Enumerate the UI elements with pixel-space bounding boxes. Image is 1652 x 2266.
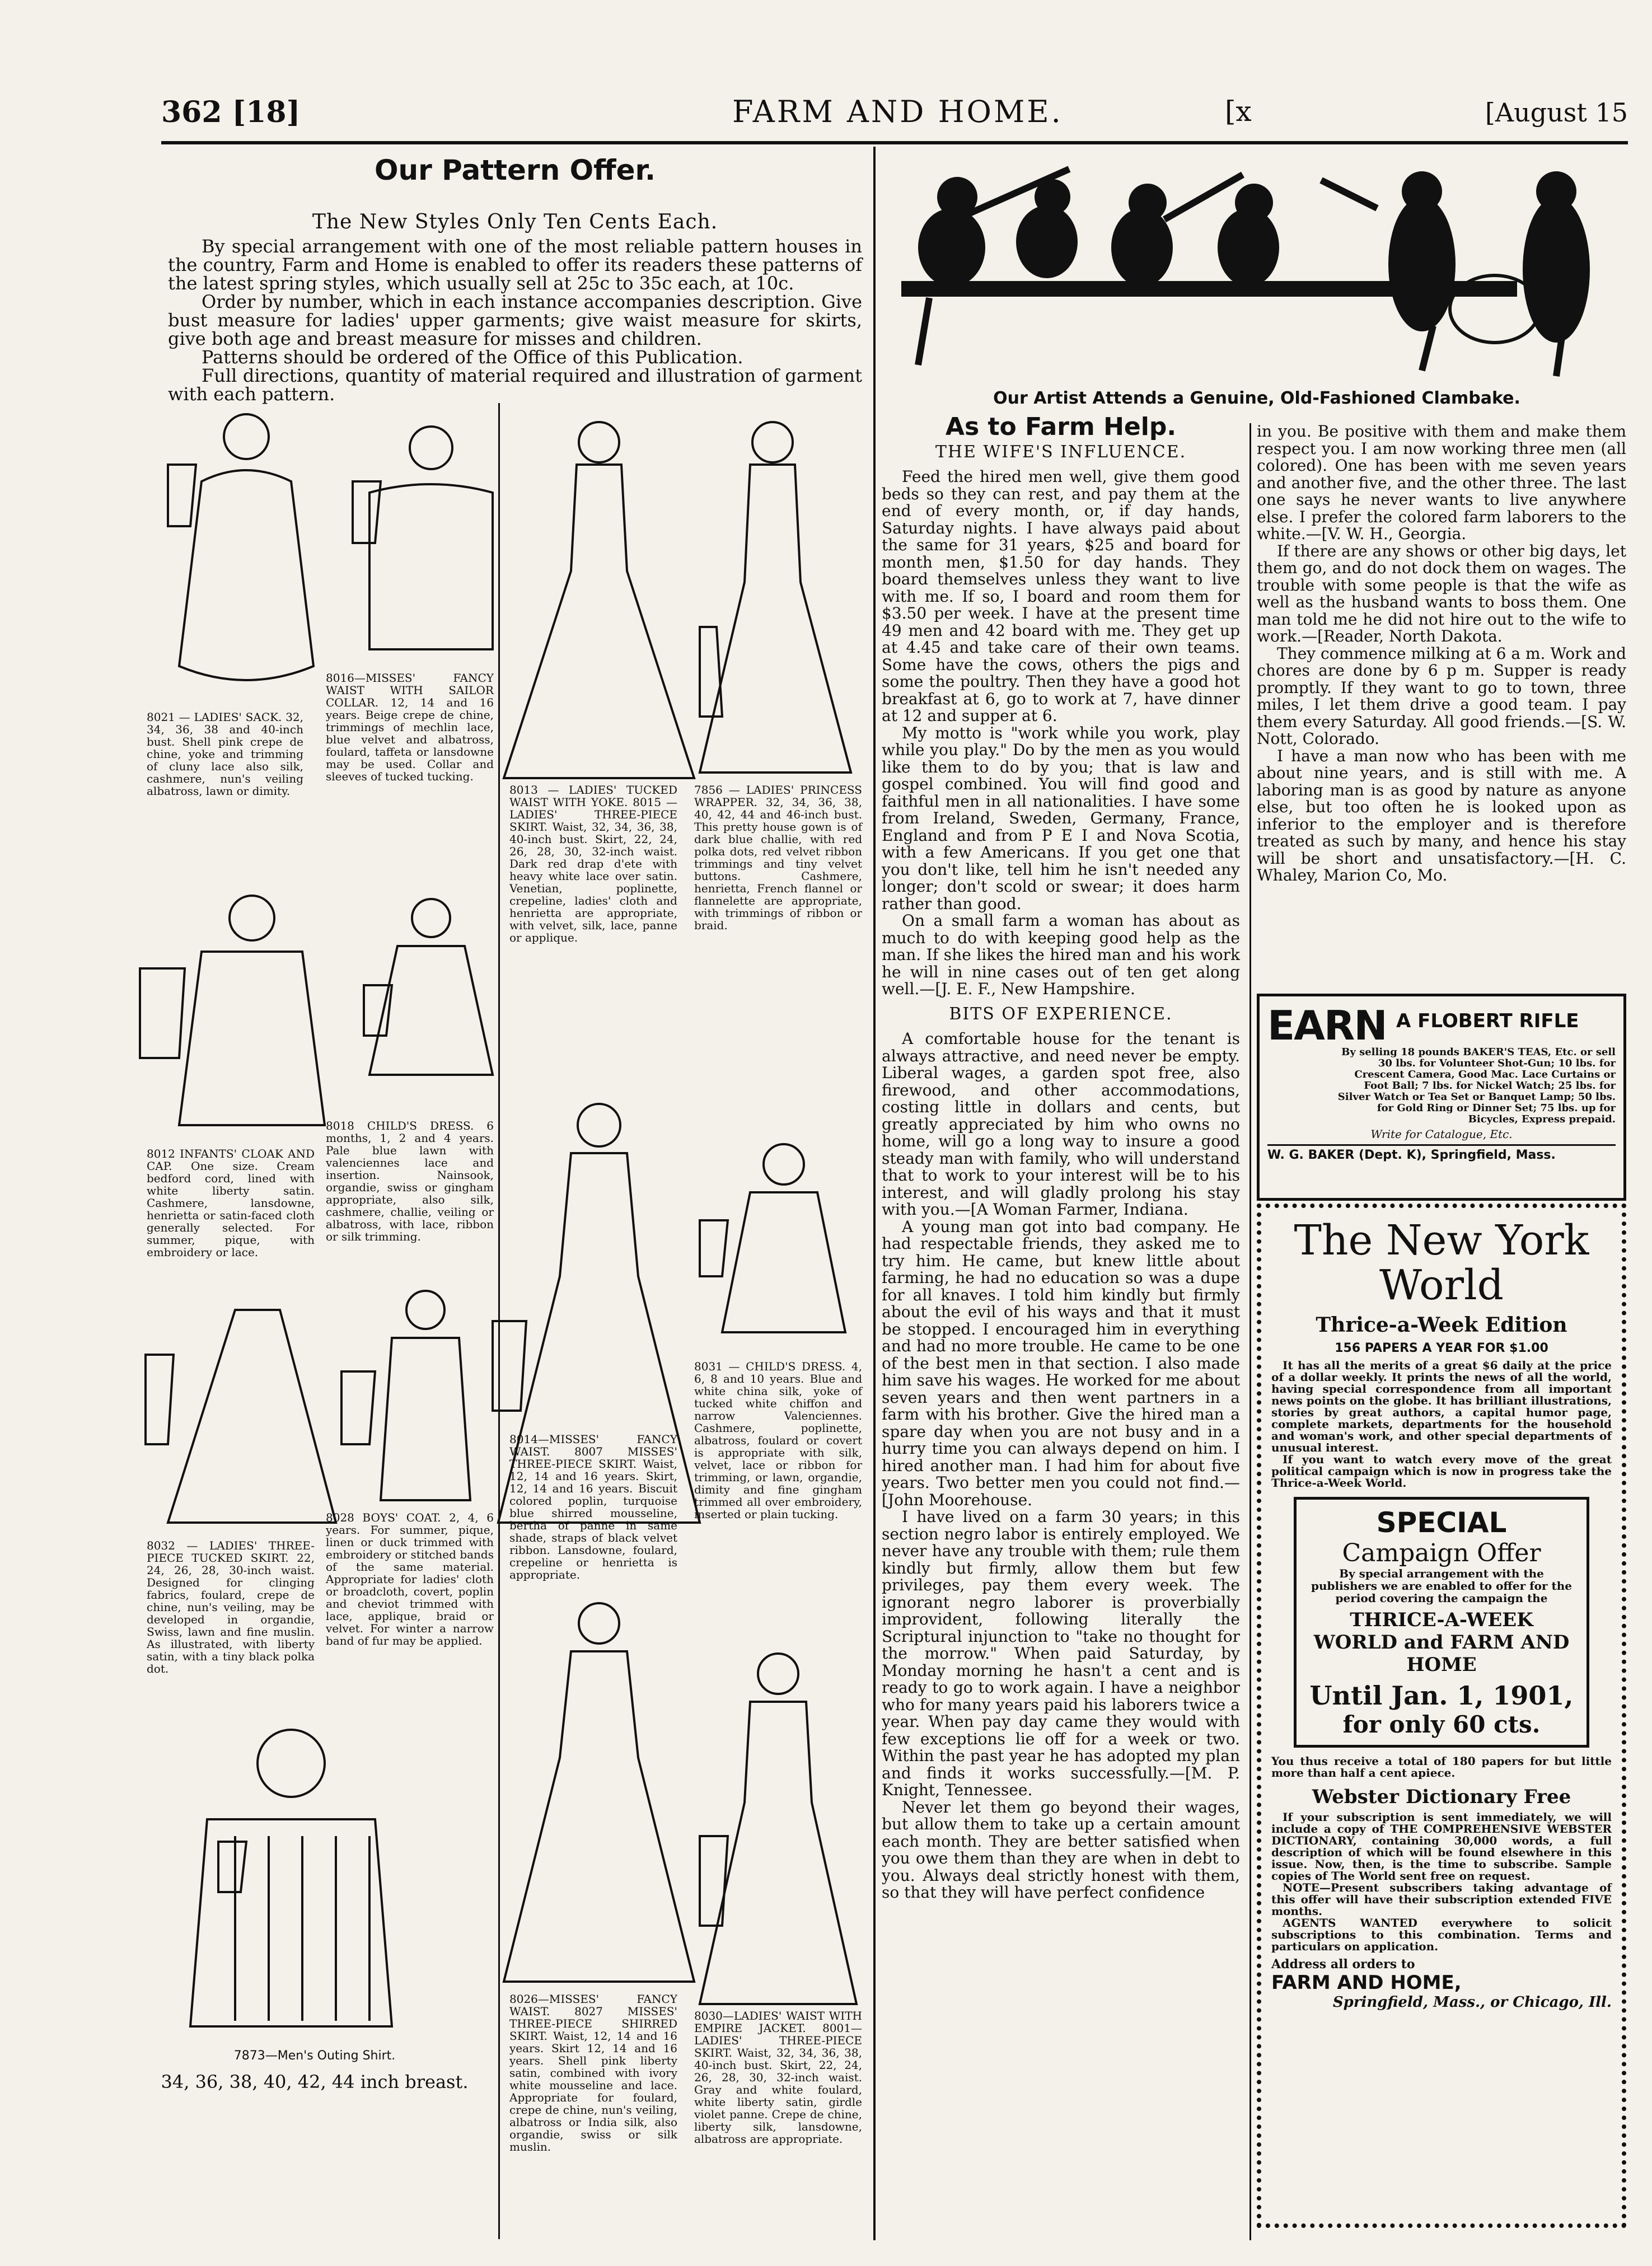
farm-help-title: As to Farm Help. xyxy=(945,413,1177,441)
pattern-offer-body xyxy=(168,237,862,404)
bits-of-experience-heading: BITS OF EXPERIENCE. xyxy=(949,1004,1173,1024)
pattern-offer-title: Our Pattern Offer. xyxy=(374,154,656,186)
nyw-name-line2: World xyxy=(1379,1261,1504,1309)
intro-text: By special arrangement with one of the most reliable pattern houses in the country, Farm and Home is enabled to offer its readers these patterns of the latest spring styles, which usually sell at 25c to 35c each, at 10c. xyxy=(168,236,862,294)
thrice-a-week-label: THRICE-A-WEEK WORLD and FARM AND HOME xyxy=(1313,1609,1570,1676)
flobert-ad-text: By selling 18 pounds BAKER'S TEAS, Etc. or sell 30 lbs. for Volunteer Shot-Gun; 10 lbs. for Crescent Camera, Good Mac. Lace Curtains or Foot Ball; 7 lbs. for Nickel Watch; 25 lbs. for Silver Watch or Tea Set or Banquet Lamp; 50 lbs. for Gold Ring or Dinner Set; 75 lbs. up for Bicycles, Express prepaid. xyxy=(1337,1046,1616,1125)
col4-p4: I have a man now who has been with me about nine years, and is still with me. A laboring man is as good by nature as anyone else, but too often he is looked upon as inferior to the employer and is therefore treated as such by many, and hence his stay will be short and unsatisfactory.—[H. C. Whaley, Marion Co, Mo. xyxy=(1257,746,1626,884)
caption-7873: 7873—Men's Outing Shirt. xyxy=(233,2049,396,2063)
col4-p2: If there are any shows or other big days, let them go, and do not dock them on wages. The trouble with some people is that the wife as well as the husband wants to boss them. One man told me he did not hire out to the wife to work.—[Reader, North Dakota. xyxy=(1257,541,1626,645)
catalog-text: Write for Catalogue, Etc. xyxy=(1370,1127,1513,1141)
baker-address: W. G. BAKER (Dept. K), Springfield, Mass. xyxy=(1267,1144,1616,1162)
webster-text: If your subscription is sent immediately, we will include a copy of THE COMPREHENSIVE WEBSTER DICTIONARY, containing 30,000 words, a full description of which will be found elsewhere in this issue. Now, then, is the time to subscribe. Sample copies of The World sent free on request. xyxy=(1271,1810,1612,1883)
caption-8021: 8021 — LADIES' SACK. 32, 34, 36, 38 and 40-inch bust. Shell pink crepe de chine, yoke and trimming of cluny lace also silk, cashmere, nun's veiling albatross, lawn or dimity. xyxy=(147,710,303,798)
princess-wrapper-figure xyxy=(700,422,851,773)
note-text: NOTE—Present subscribers taking advantage of this offer will have their subscription extended FIVE months. xyxy=(1271,1881,1612,1918)
farm-help-p5: A young man got into bad company. He had respectable friends, they asked me to try him. He came, but knew little about farming, he had no education so was a dupe for all knaves. I told him kindly but firmly about the evil of his ways and that it must be stopped. I encouraged him in everything and had no more trouble. He came to be one of the best men in that section. I also made him save his wages. He worked for me about seven years and then went partners in a farm with his brother. Give the hired man a spare day when you are not busy and in a hurry time you can always depend on him. I hired another man. I had him for about five years. Two better men you could not find.—[John Moorehouse. xyxy=(882,1217,1240,1509)
header-rule xyxy=(161,141,1628,144)
caption-8032: 8032 — LADIES' THREE-PIECE TUCKED SKIRT. 22, 24, 26, 28, 30-inch waist. Designed for clinging fabrics, foulard, crepe de chine, nun's veiling, may be developed in organdie, Swiss, lawn and fine muslin. As illustrated, with liberty satin, with a tiny black polka dot. xyxy=(147,1539,315,1675)
col4-p1: in you. Be positive with them and make them respect you. I am now working three men (all colored). One has been with me seven years and another five, and the other three. The last one says he never wants to live anywhere else. I prefer the colored farm laborers to the white.—[V. W. H., Georgia. xyxy=(1257,422,1626,543)
farm-help-p1: Feed the hired men well, give them good beds so they can rest, and pay them at the end of every month, or, if day hands, Saturday nights. I have always paid about the same for 31 years, $25 and board for month men, $1.50 for day hands. They board themselves unless they want to live with me. If so, I board and room them for $3.50 per week. I have at the present time 49 men and 42 board with me. They get up at 4.45 and take care of their own teams. Some have the cows, others the pigs and some the poultry. Then they have a good hot breakfast at 6, go to work at 7, have dinner at 12 and supper at 6. xyxy=(882,467,1240,725)
header-mark: [x xyxy=(1225,95,1252,128)
ladies-tucked-waist-figure xyxy=(504,422,694,778)
farm-help-p2: My motto is "work while you work, play while you play." Do by the men as you would like them to do by you; that is law and gospel combined. You will find good and faithful men in all nationalities. I have some from Ireland, Sweden, Germany, France, England and from P E I and Nova Scotia, with a few Americans. If you get one that you don't like, tell him he isn't needed any longer; don't scold or swear; it does harm rather than good. xyxy=(882,723,1240,913)
order-text: Order by number, which in each instance accompanies description. Give bust measure for ladies' upper garments; give waist measure for skirts, give both age and breast measure for misses and children. xyxy=(168,291,862,349)
caption-7873-sizes: 34, 36, 38, 40, 42, 44 inch breast. xyxy=(161,2071,469,2092)
office-text: Patterns should be ordered of the Office of this Publication. xyxy=(202,347,743,368)
nyw-description: It has all the merits of a great $6 daily at the price of a dollar weekly. It prints the news of all the world, having special correspondence from all important news points on the globe. It has brilliant illustrations, stories by great authors, a capital humor page, complete markets, departments for the household and woman's work, and other special departments of unusual interest. xyxy=(1271,1359,1612,1454)
flobert-rifle-ad xyxy=(1257,994,1626,1201)
webster-heading: Webster Dictionary Free xyxy=(1312,1786,1571,1808)
directions-text: Full directions, quantity of material required and illustration of garment with each pattern. xyxy=(168,365,862,405)
rifle-label: A FLOBERT RIFLE xyxy=(1396,1010,1579,1032)
farm-help-column xyxy=(882,413,1240,1902)
special-label: SPECIAL xyxy=(1376,1506,1507,1539)
page-header xyxy=(161,90,1628,140)
caption-8026: 8026—MISSES' FANCY WAIST. 8027 MISSES' THREE-PIECE SHIRRED SKIRT. Waist, 12, 14 and 16 years. Skirt 12, 14 and 16 years. Shell pink liberty satin, combined with ivory white mousseline and lace. Appropriate for foulard, crepe de chine, nun's veiling, albatross or India silk, also organdie, swiss or silk muslin. xyxy=(509,1992,677,2153)
caption-8013: 8013 — LADIES' TUCKED WAIST WITH YOKE. 8015 — LADIES' THREE-PIECE SKIRT. Waist, 32, 34, 36, 38, 40-inch bust. Skirt, 22, 24, 26, 28, 30, 32-inch waist. Dark red drap d'ete with heavy white lace over satin. Venetian, poplinette, crepeline, ladies' cloth and henrietta are appropriate, with velvet, silk, lace, panne or applique. xyxy=(509,783,677,944)
pattern-illustrations xyxy=(134,403,868,2239)
offer-text: By special arrangement with the publishers we are enabled to offer for the period covering the campaign the xyxy=(1311,1567,1573,1605)
infants-cloak-figure xyxy=(140,896,325,1125)
boys-coat-figure xyxy=(341,1291,470,1500)
caption-8030: 8030—LADIES' WAIST WITH EMPIRE JACKET. 8001—LADIES' THREE-PIECE SKIRT. Waist, 32, 34, 36, 38, 40-inch bust. Skirt, 22, 24, 26, 28, 30, 32-inch waist. Gray and white foulard, white liberty satin, girdle violet panne. Crepe de chine, liberty silk, lansdowne, albatross are appropriate. xyxy=(694,2009,862,2146)
caption-7856: 7856 — LADIES' PRINCESS WRAPPER. 32, 34, 36, 38, 40, 42, 44 and 46-inch bust. This pretty house gown is of dark blue challie, with red polka dots, red velvet ribbon trimmings and tiny velvet buttons. Cashmere, henrietta, French flannel or flannelette are appropriate, with trimmings of ribbon or braid. xyxy=(694,783,862,932)
misses-shirred-skirt-figure xyxy=(504,1603,694,1982)
nyw-name-line1: The New York xyxy=(1294,1216,1589,1265)
farm-help-p4: A comfortable house for the tenant is always attractive, and need never be empty. Liberal wages, a garden spot free, also firewood, and other accommodations, costing little in dollars and cents, but greatly appreciated by him who owns no home, will go a long way to insure a good steady man with family, who will understand that to work to your interest will be to his interest, and will gladly prolong his stay with you.—[A Woman Farmer, Indiana. xyxy=(882,1029,1240,1219)
earn-label: EARN xyxy=(1267,1002,1387,1049)
misses-waist-figure xyxy=(353,427,493,649)
nyw-edition: Thrice-a-Week Edition xyxy=(1316,1313,1567,1337)
farm-help-p6: I have lived on a farm 30 years; in this section negro labor is entirely employed. We never have any trouble with them; rule them kindly but firmly, allow them but few privileges, pay them every week. The ignorant negro laborer is proverbially improvident, following literally the Scriptural injunction to "take no thought for the morrow." When paid Saturday, by Monday morning he hasn't a cent and is ready to go to work again. I have a neighbor who for many years paid his laborers twice a year. When pay day came they would with few exceptions lie off for a week or two. Within the past year he has adopted my plan and finds it works successfully.—[M. P. Knight, Tennessee. xyxy=(882,1507,1240,1799)
campaign-offer-box xyxy=(1294,1497,1589,1748)
city-label: Springfield, Mass., or Chicago, Ill. xyxy=(1332,1994,1612,2011)
new-york-world-ad xyxy=(1257,1204,1626,2228)
campaign-offer-label: Campaign Offer xyxy=(1342,1539,1541,1567)
caption-8018: 8018 CHILD'S DRESS. 6 months, 1, 2 and 4 years. Pale blue lawn with valenciennes lace and insertion. Nainsook, organdie, swiss or gingham appropriate, also silk, cashmere, challie, veiling or albatross, with lace, ribbon or silk trimming. xyxy=(326,1119,494,1243)
farm-help-p3: On a small farm a woman has about as much to do with keeping good help as the man. If she likes the hired man and his work he will in nine cases out of ten get along well.—[J. E. F., New Hampshire. xyxy=(882,911,1240,998)
col4-p3: They commence milking at 6 a m. Work and chores are done by 6 p m. Supper is ready promptly. If they want to go to town, three miles, I let them drive a good team. I pay them every Saturday. All good friends.—[S. W. Nott, Colorado. xyxy=(1257,644,1626,748)
until-date: Until Jan. 1, 1901, xyxy=(1309,1680,1574,1711)
caption-8016: 8016—MISSES' FANCY WAIST WITH SAILOR COLLAR. 12, 14 and 16 years. Beige crepe de chine, trimmings of mechlin lace, blue velvet and albatross, foulard, taffeta or lansdowne may be used. Collar and sleeves of tucked tucking. xyxy=(326,671,494,783)
address-label: Address all orders to xyxy=(1271,1957,1415,1972)
receive-text: You thus receive a total of 180 papers for but little more than half a cent apiece. xyxy=(1271,1754,1612,1780)
tucked-skirt-figure xyxy=(146,1310,336,1523)
girls-dress-figure xyxy=(700,1144,845,1332)
caption-8012: 8012 INFANTS' CLOAK AND CAP. One size. Cream bedford cord, lined with white liberty satin. Cashmere, lansdowne, henrietta or satin-faced cloth generally selected. For summer, pique, with embroidery or lace. xyxy=(147,1147,315,1259)
offer-price: for only 60 cts. xyxy=(1342,1711,1541,1738)
issue-date: [August 15 xyxy=(1485,97,1628,128)
farm-help-column-continued xyxy=(1257,423,1626,884)
caption-8014: 8014—MISSES' FANCY WAIST. 8007 MISSES' THREE-PIECE SKIRT. Waist, 12, 14 and 16 years. Skirt, 12, 14 and 16 years. Biscuit colored poplin, turquoise blue shirred mousseline, bertha of panne in same shade, straps of black velvet ribbon. Lansdowne, foulard, crepeline or henrietta is appropriate. xyxy=(509,1432,677,1581)
farm-help-p7: Never let them go beyond their wages, but allow them to take up a certain amount each month. They are better satisfied when you owe them than they are when in debt to you. Always deal strictly honest with them, so that they will have perfect confidence xyxy=(882,1797,1240,1902)
page-number: 362 [18] xyxy=(161,95,301,129)
nyw-price: 156 PAPERS A YEAR FOR $1.00 xyxy=(1335,1341,1548,1355)
clambake-caption: Our Artist Attends a Genuine, Old-Fashioned Clambake. xyxy=(993,388,1520,408)
farm-and-home-label: FARM AND HOME, xyxy=(1271,1972,1462,1994)
ladies-sack-figure xyxy=(168,414,313,680)
mens-shirt-figure xyxy=(190,1730,392,2026)
empire-jacket-figure xyxy=(700,1654,857,2004)
publication-title: FARM AND HOME. xyxy=(732,94,1063,129)
caption-8028: 8028 BOYS' COAT. 2, 4, 6 years. For summer, pique, linen or duck trimmed with embroidery or stitched bands of the same material. Appropriate for ladies' cloth or broadcloth, covert, poplin and cheviot trimmed with lace, applique, braid or velvet. For winter a narrow band of fur may be applied. xyxy=(326,1511,494,1647)
clambake-illustration xyxy=(885,147,1629,382)
pattern-offer-subtitle: The New Styles Only Ten Cents Each. xyxy=(312,210,718,233)
caption-8031: 8031 — CHILD'S DRESS. 4, 6, 8 and 10 years. Blue and white china silk, yoke of tucked white chiffon and narrow Valenciennes. Cashmere, poplinette, albatross, foulard or covert is appropriate with silk, velvet, lace or ribbon for trimming, or lawn, organdie, dimity and fine gingham trimmed all over embroidery, inserted or plain tucking. xyxy=(694,1360,862,1521)
wifes-influence-heading: THE WIFE'S INFLUENCE. xyxy=(935,442,1187,462)
nyw-description-2: If you want to watch every move of the great political campaign which is now in progress take the Thrice-a-Week World. xyxy=(1271,1453,1612,1490)
column-rule xyxy=(873,147,876,2240)
childs-dress-figure xyxy=(364,899,493,1075)
agents-text: AGENTS WANTED everywhere to solicit subscriptions to this combination. Terms and particulars on application. xyxy=(1271,1916,1612,1953)
column-rule-right xyxy=(1249,423,1251,2240)
